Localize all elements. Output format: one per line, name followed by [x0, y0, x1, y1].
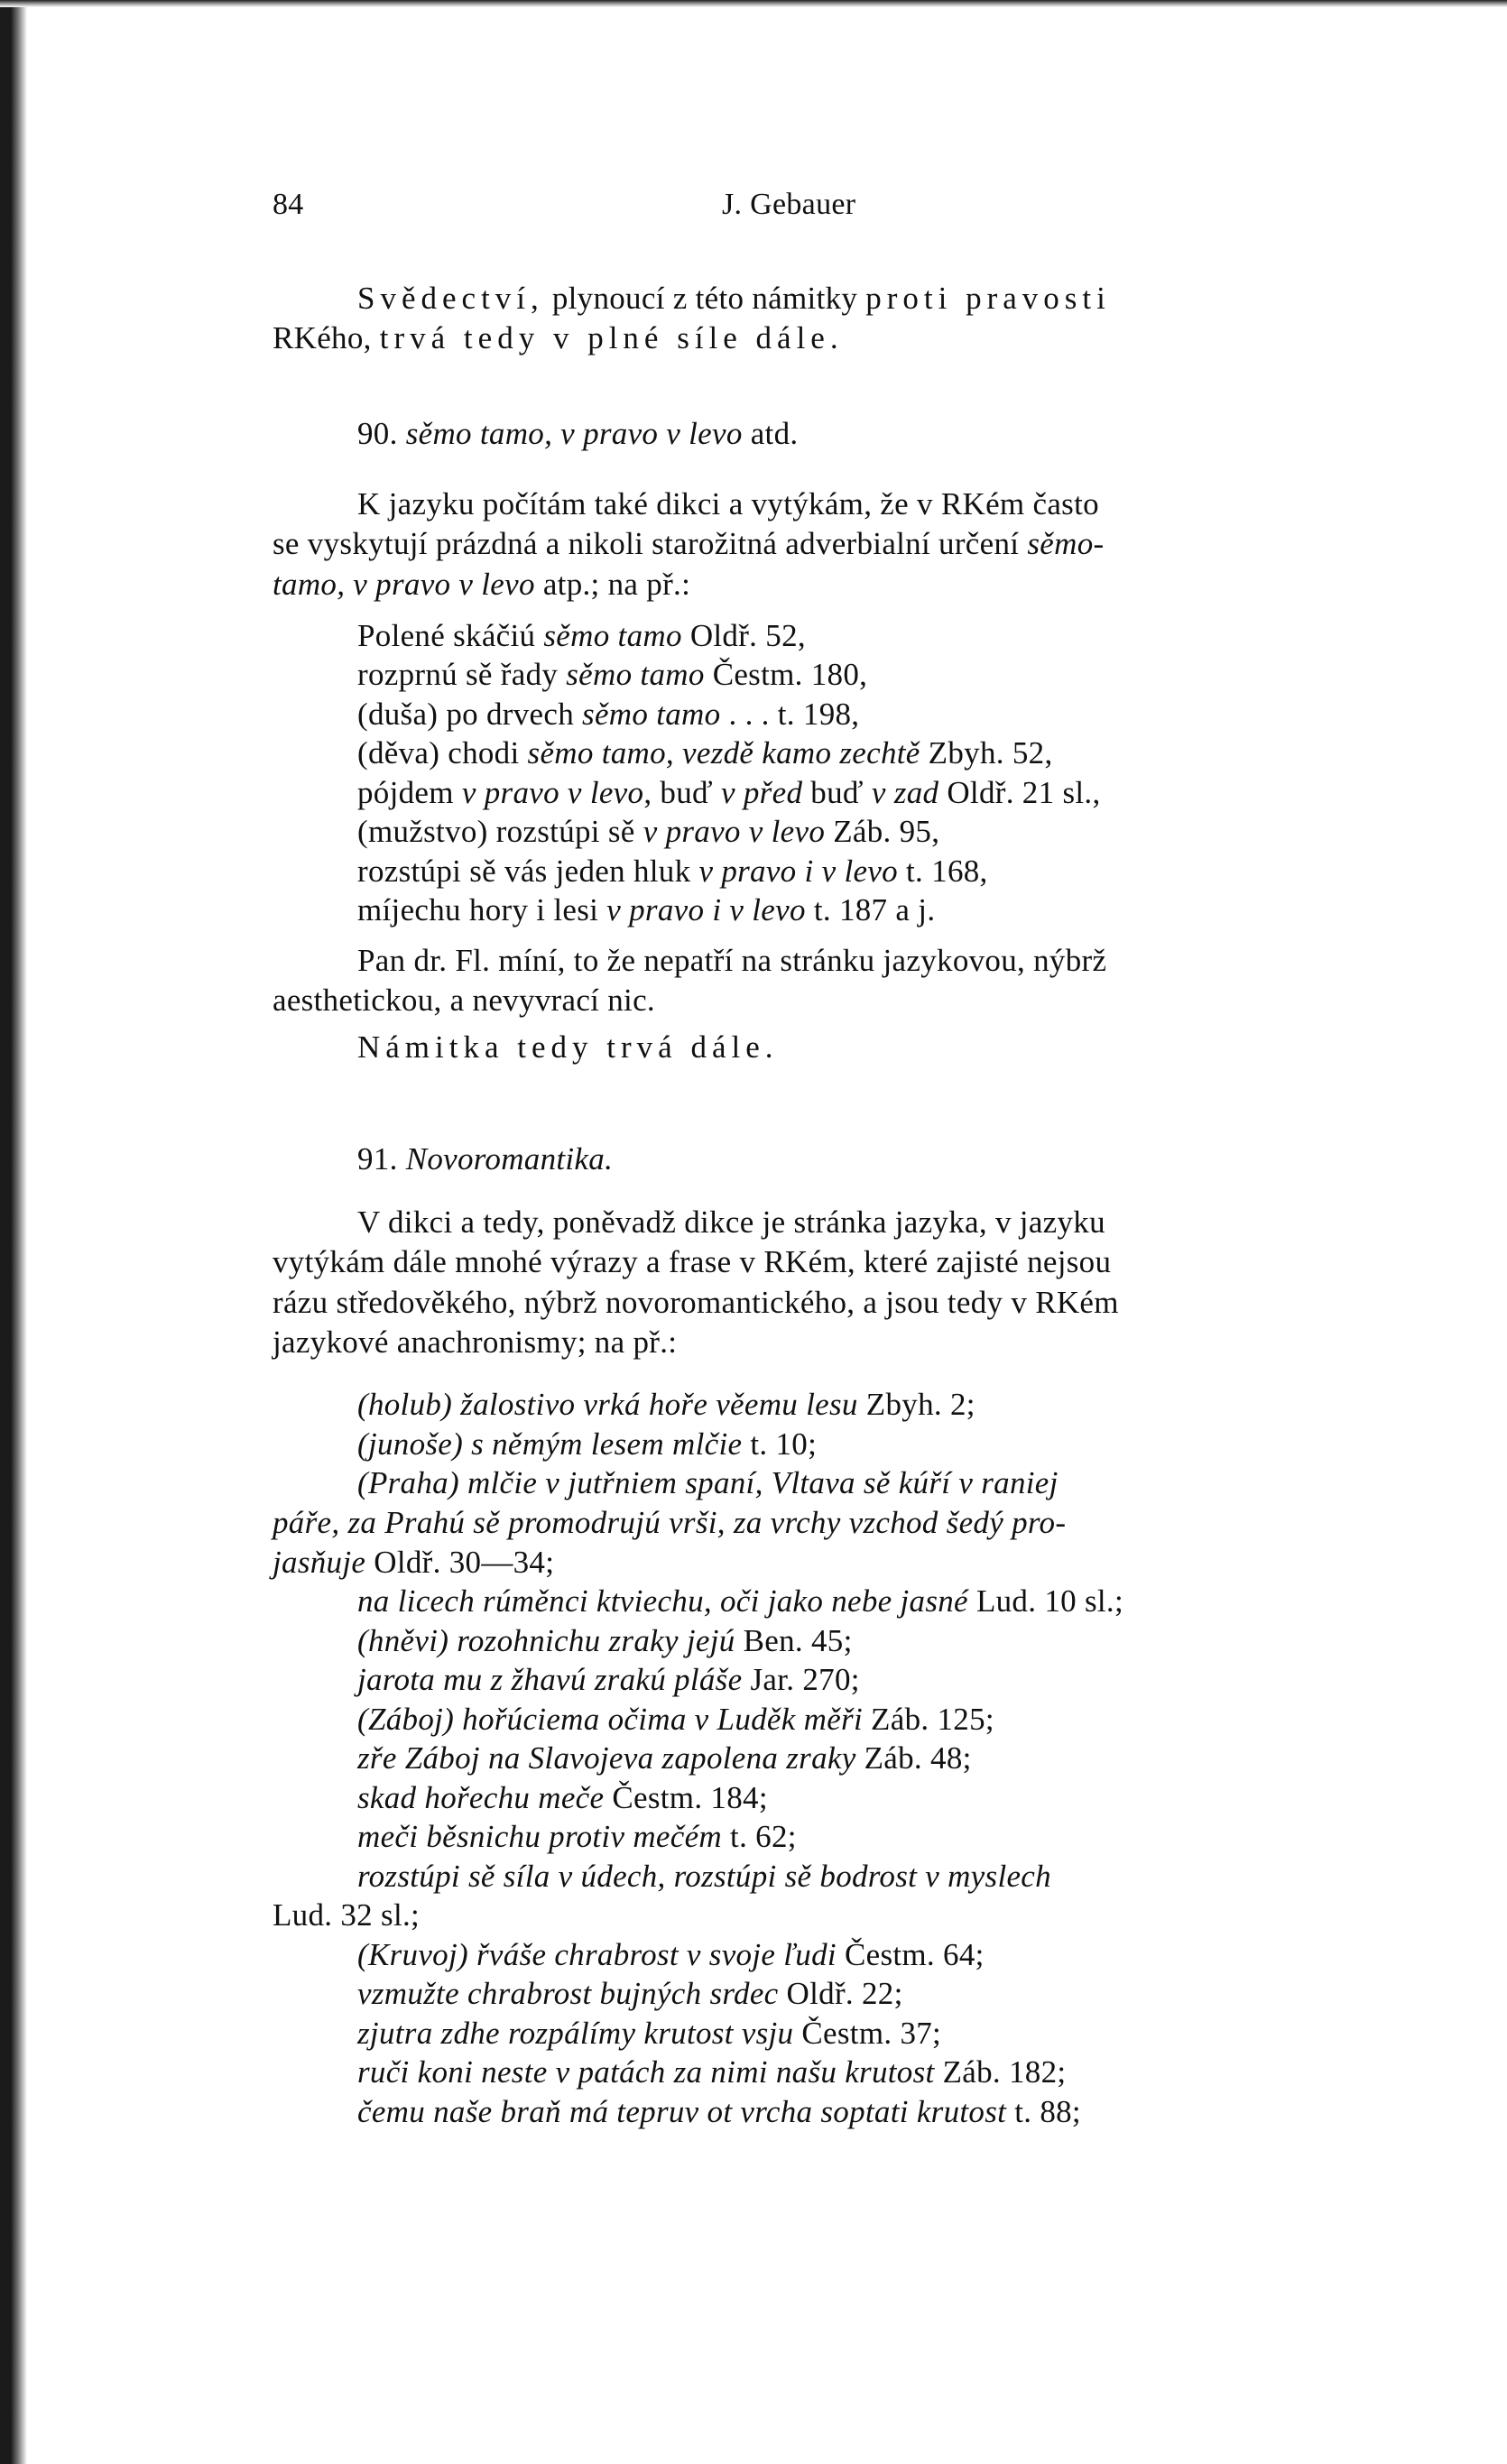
s90-para-line-3: tamo, v pravo v levo atp.; na př.: — [273, 567, 691, 602]
s90-conclusion: Námitka tedy trvá dále. — [357, 1029, 779, 1065]
s91-para-line-1: V dikci a tedy, poněvadž dikce je stránka jazyka, v jazyku — [357, 1204, 1105, 1240]
s91-example-12: meči běsnichu protiv mečém t. 62; — [357, 1819, 797, 1854]
s90-quote-3: (duša) po drvech sěmo tamo . . . t. 198, — [357, 697, 860, 732]
s90-quote-1: Polené skáčiú sěmo tamo Oldř. 52, — [357, 618, 806, 653]
s91-para-line-4: jazykové anachronismy; na př.: — [273, 1324, 678, 1360]
s90-quote-5: pójdem v pravo v levo, buď v před buď v zad Oldř. 21 sl., — [357, 775, 1101, 810]
intro-line-2: RKého, trvá tedy v plné síle dále. — [273, 320, 844, 355]
section-91-heading: 91. Novoromantika. — [357, 1141, 614, 1177]
s91-example-19: čemu naše braň má tepruv ot vrcha soptati krutost t. 88; — [357, 2094, 1081, 2129]
s91-example-18: ruči koni neste v patách za nimi našu krutost Záb. 182; — [357, 2054, 1067, 2090]
s91-example-16: vzmužte chrabrost bujných srdec Oldř. 22; — [357, 1976, 903, 2011]
scan-left-edge — [0, 0, 27, 2464]
s90-para-line-2: se vyskytují prázdná a nikoli starožitná adverbialní určení sěmo- — [273, 526, 1105, 561]
section-90-heading: 90. sěmo tamo, v pravo v levo atd. — [357, 416, 799, 451]
s91-example-10: zře Záboj na Slavojeva zapolena zraky Záb. 48; — [357, 1740, 972, 1776]
s91-example-7: (hněvi) rozohnichu zraky jejú Ben. 45; — [357, 1623, 853, 1658]
s91-example-4: páře, za Prahú sě promodrujú vrši, za vrchy vzchod šedý pro- — [273, 1505, 1067, 1540]
s91-example-9: (Záboj) hořúciema očima v Luděk měři Záb. 125; — [357, 1702, 994, 1737]
s90-quote-6: (mužstvo) rozstúpi sě v pravo v levo Záb. 95, — [357, 814, 940, 849]
s91-example-11: skad hořechu meče Čestm. 184; — [357, 1780, 768, 1815]
s91-para-line-2: vytýkám dále mnohé výrazy a frase v RKém, které zajisté nejsou — [273, 1244, 1112, 1279]
s91-example-5: jasňuje Oldř. 30—34; — [273, 1545, 555, 1580]
s91-example-14: Lud. 32 sl.; — [273, 1897, 421, 1933]
intro-line-1: Svědectví, plynoucí z této námitky proti pravosti — [357, 281, 1111, 316]
s91-example-1: (holub) žalostivo vrká hoře věemu lesu Zbyh. 2; — [357, 1387, 975, 1422]
s91-example-17: zjutra zdhe rozpálímy krutost vsju Čestm. 37; — [357, 2016, 942, 2051]
s91-example-2: (junoše) s němým lesem mlčie t. 10; — [357, 1426, 818, 1462]
s91-para-line-3: rázu středověkého, nýbrž novoromantického, a jsou tedy v RKém — [273, 1285, 1119, 1320]
s90-quote-7: rozstúpi sě vás jeden hluk v pravo i v levo t. 168, — [357, 854, 988, 889]
s90-remark-line-2: aesthetickou, a nevyvrací nic. — [273, 983, 655, 1018]
page-number: 84 — [273, 188, 304, 221]
s90-para-line-1: K jazyku počítám také dikci a vytýkám, že v RKém často — [357, 486, 1099, 521]
s90-remark-line-1: Pan dr. Fl. míní, to že nepatří na stránku jazykovou, nýbrž — [357, 943, 1107, 978]
s91-example-15: (Kruvoj) řváše chrabrost v svoje ľudi Čestm. 64; — [357, 1937, 985, 1972]
s91-example-3: (Praha) mlčie v jutřniem spaní, Vltava sě kúří v raniej — [357, 1465, 1059, 1500]
s90-quote-4: (děva) chodi sěmo tamo, vezdě kamo zechtě Zbyh. 52, — [357, 735, 1053, 771]
s91-example-8: jarota mu z žhavú zrakú pláše Jar. 270; — [357, 1662, 860, 1697]
s90-quote-8: míjechu hory i lesi v pravo i v levo t. 187 a j. — [357, 892, 936, 927]
s91-example-6: na licech rúměnci ktviechu, oči jako nebe jasné Lud. 10 sl.; — [357, 1583, 1124, 1619]
s90-quote-2: rozprnú sě řady sěmo tamo Čestm. 180, — [357, 657, 868, 692]
s91-example-13: rozstúpi sě síla v údech, rozstúpi sě bodrost v myslech — [357, 1859, 1051, 1894]
scan-top-edge — [0, 0, 1507, 7]
running-header: J. Gebauer — [722, 188, 856, 221]
